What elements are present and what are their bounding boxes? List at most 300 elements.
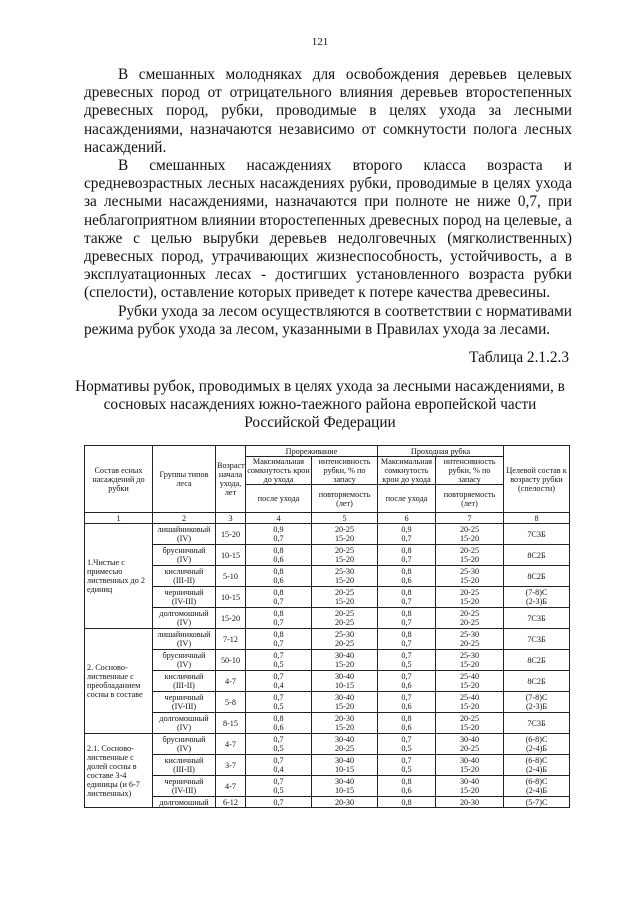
start-age-cell: 10-15 bbox=[216, 587, 246, 608]
density-cell bbox=[246, 650, 312, 671]
forest-type-cell bbox=[153, 776, 216, 797]
density-2-cell-line: 0,8 bbox=[401, 588, 412, 597]
header-max-density: Максимальная сомкнутость крон до ухода bbox=[247, 457, 310, 484]
forest-type-cell bbox=[153, 671, 216, 692]
intensity-2-cell-line: 20-25 bbox=[459, 588, 480, 597]
density-cell-line: 0,7 bbox=[273, 777, 284, 786]
density-2-cell-line: 0,8 bbox=[401, 630, 412, 639]
intensity-2-cell bbox=[436, 755, 504, 776]
group-label: 1.Чистые с примесью лиственных до 2 единиц bbox=[85, 524, 153, 629]
density-2-cell bbox=[378, 545, 436, 566]
intensity-cell-line: 20-25 bbox=[334, 744, 355, 753]
forest-type-cell-line: брусничный bbox=[162, 546, 206, 555]
forest-type-cell-line: (IV-III) bbox=[171, 786, 197, 795]
density-2-cell-line: 0,7 bbox=[401, 756, 412, 765]
density-2-cell-line: 0,8 bbox=[401, 797, 412, 807]
intensity-2-cell bbox=[436, 608, 504, 629]
paragraph-3: Рубки ухода за лесом осуществляются в соответствии с нормативами режима рубок ухода за лесом, указанными в Правилах ухода за лесами. bbox=[84, 302, 572, 338]
header-repeat: повторяемость (лет) bbox=[312, 485, 378, 513]
intensity-cell bbox=[312, 587, 378, 608]
intensity-2-cell-line: 15-20 bbox=[459, 702, 480, 711]
start-age-cell: 3-7 bbox=[216, 755, 246, 776]
forest-type-cell-line: (IV) bbox=[176, 723, 192, 732]
density-cell bbox=[246, 692, 312, 713]
col-num-6: 6 bbox=[378, 513, 436, 524]
forest-type-cell-line: кисличный bbox=[164, 756, 204, 765]
intensity-cell bbox=[312, 608, 378, 629]
header-max-density-2: Максимальная сомкнутость крон до ухода bbox=[378, 457, 436, 485]
table-row bbox=[85, 734, 570, 755]
intensity-cell bbox=[312, 755, 378, 776]
intensity-cell-line: 30-40 bbox=[334, 693, 355, 702]
col-num-8: 8 bbox=[504, 513, 570, 524]
density-cell bbox=[246, 566, 312, 587]
intensity-2-cell-line: 30-40 bbox=[459, 756, 480, 765]
forest-type-cell-line: кисличный bbox=[164, 567, 204, 576]
header-intensity-2: интенсивность рубки, % по запасу bbox=[436, 457, 504, 485]
table-label: Таблица 2.1.2.3 bbox=[469, 349, 569, 366]
intensity-cell-line: 30-40 bbox=[334, 651, 355, 660]
density-cell-line: 0,8 bbox=[273, 630, 284, 639]
intensity-2-cell bbox=[436, 713, 504, 734]
start-age-cell: 15-20 bbox=[216, 524, 246, 545]
table-row bbox=[85, 566, 570, 587]
density-2-cell-line: 0,7 bbox=[401, 639, 412, 648]
intensity-cell-line: 15-20 bbox=[334, 702, 355, 711]
density-cell-line: 0,6 bbox=[273, 555, 284, 564]
target-composition-cell-line: 8С2Б bbox=[527, 655, 546, 665]
density-cell bbox=[246, 713, 312, 734]
intensity-cell-line: 25-30 bbox=[334, 567, 355, 576]
density-cell-line: 0,8 bbox=[273, 546, 284, 555]
intensity-cell-line: 20-30 bbox=[334, 797, 355, 807]
target-composition-cell-line: 8С2Б bbox=[527, 676, 546, 686]
intensity-cell-line: 15-20 bbox=[334, 723, 355, 732]
target-composition-cell-line: (2-3)Б bbox=[525, 597, 548, 606]
forest-type-cell bbox=[153, 587, 216, 608]
density-2-cell-line: 0,8 bbox=[401, 546, 412, 555]
intensity-2-cell-line: 30-40 bbox=[459, 777, 480, 786]
forest-type-cell-line: лишайниковый bbox=[157, 630, 211, 639]
col-num-2: 2 bbox=[153, 513, 216, 524]
start-age-cell: 6-12 bbox=[216, 797, 246, 808]
forest-type-cell bbox=[153, 545, 216, 566]
target-composition-cell-line: 7С3Б bbox=[527, 613, 546, 623]
forest-type-cell-line: (III-II) bbox=[173, 765, 195, 774]
forest-type-cell-line: (IV) bbox=[176, 639, 192, 648]
density-2-cell-line: 0,6 bbox=[401, 723, 412, 732]
target-composition-cell-line: (2-3)Б bbox=[525, 702, 548, 711]
forest-type-cell-line: (IV) bbox=[176, 744, 192, 753]
density-2-cell bbox=[378, 776, 436, 797]
target-composition-cell bbox=[504, 545, 570, 566]
intensity-cell-line: 25-30 bbox=[334, 630, 355, 639]
intensity-cell bbox=[312, 692, 378, 713]
forest-type-cell bbox=[153, 755, 216, 776]
density-2-cell-line: 0,8 bbox=[401, 714, 412, 723]
intensity-cell-line: 15-20 bbox=[334, 534, 355, 543]
col-num-4: 4 bbox=[246, 513, 312, 524]
intensity-cell bbox=[312, 776, 378, 797]
target-composition-cell bbox=[504, 587, 570, 608]
intensity-cell-line: 20-25 bbox=[334, 546, 355, 555]
intensity-2-cell-line: 20-25 bbox=[459, 639, 480, 648]
intensity-cell-line: 10-15 bbox=[334, 765, 355, 774]
density-cell-line: 0,7 bbox=[273, 651, 284, 660]
intensity-2-cell bbox=[436, 734, 504, 755]
target-composition-cell bbox=[504, 797, 570, 808]
header-passage-cutting: Проходная рубка bbox=[378, 446, 504, 457]
intensity-cell-line: 20-25 bbox=[334, 588, 355, 597]
table-row bbox=[85, 671, 570, 692]
density-2-cell-line: 0,5 bbox=[401, 765, 412, 774]
intensity-2-cell-line: 15-20 bbox=[459, 681, 480, 690]
forest-type-cell-line: долгомошный bbox=[159, 797, 209, 807]
col-num-3: 3 bbox=[216, 513, 246, 524]
forest-type-cell-line: брусничный bbox=[162, 651, 206, 660]
density-cell-line: 0,5 bbox=[273, 660, 284, 669]
table-row bbox=[85, 545, 570, 566]
forest-type-cell-line: (IV) bbox=[176, 660, 192, 669]
density-cell-line: 0,8 bbox=[273, 609, 284, 618]
intensity-2-cell bbox=[436, 524, 504, 545]
forest-type-cell-line: (IV) bbox=[176, 555, 192, 564]
target-composition-cell-line: (7-8)С bbox=[525, 588, 548, 597]
intensity-2-cell-line: 15-20 bbox=[459, 555, 480, 564]
col-num-5: 5 bbox=[312, 513, 378, 524]
target-composition-cell bbox=[504, 776, 570, 797]
density-cell bbox=[246, 671, 312, 692]
density-cell bbox=[246, 797, 312, 808]
intensity-2-cell bbox=[436, 797, 504, 808]
forest-type-cell bbox=[153, 650, 216, 671]
density-cell-line: 0,7 bbox=[273, 534, 284, 543]
group-label: 2. Сосново-лиственные с преобладанием сосны в составе bbox=[85, 629, 153, 734]
target-composition-cell-line: (2-4)Б bbox=[525, 765, 548, 774]
target-composition-cell bbox=[504, 755, 570, 776]
forest-type-cell-line: (IV) bbox=[176, 534, 192, 543]
density-2-cell-line: 0,7 bbox=[401, 651, 412, 660]
intensity-2-cell-line: 15-20 bbox=[459, 723, 480, 732]
intensity-2-cell-line: 25-40 bbox=[459, 693, 480, 702]
body-text bbox=[84, 66, 572, 339]
intensity-cell-line: 15-20 bbox=[334, 597, 355, 606]
forest-type-cell bbox=[153, 524, 216, 545]
intensity-2-cell bbox=[436, 671, 504, 692]
forest-type-cell-line: черничный bbox=[164, 777, 204, 786]
intensity-2-cell-line: 20-30 bbox=[459, 797, 480, 807]
density-2-cell-line: 0,8 bbox=[401, 609, 412, 618]
intensity-2-cell bbox=[436, 776, 504, 797]
forest-type-cell-line: кисличный bbox=[164, 672, 204, 681]
intensity-2-cell-line: 15-20 bbox=[459, 786, 480, 795]
density-2-cell-line: 0,8 bbox=[401, 777, 412, 786]
target-composition-cell-line: 8С2Б bbox=[527, 571, 546, 581]
density-2-cell-line: 0,7 bbox=[401, 672, 412, 681]
paragraph-1: В смешанных молодняках для освобождения деревьев целевых древесных пород от отрицательного влияния деревьев второстепенных древесных пород, рубки, проводимые в целях ухода за лесными насаждениями, назначаются независимо от сомкнутости полога лесных насаждений. bbox=[84, 66, 572, 156]
forest-type-cell bbox=[153, 713, 216, 734]
target-composition-cell-line: (2-4)Б bbox=[525, 744, 548, 753]
target-composition-cell bbox=[504, 734, 570, 755]
intensity-cell bbox=[312, 734, 378, 755]
intensity-cell-line: 10-15 bbox=[334, 786, 355, 795]
page-number: 121 bbox=[311, 36, 329, 48]
intensity-cell bbox=[312, 797, 378, 808]
target-composition-cell-line: (6-8)С bbox=[525, 756, 548, 765]
table-row bbox=[85, 524, 570, 545]
col-num-7: 7 bbox=[436, 513, 504, 524]
density-2-cell bbox=[378, 713, 436, 734]
target-composition-cell bbox=[504, 566, 570, 587]
density-cell bbox=[246, 755, 312, 776]
density-cell-line: 0,8 bbox=[273, 588, 284, 597]
density-2-cell bbox=[378, 629, 436, 650]
table-header bbox=[85, 446, 570, 524]
forest-type-cell bbox=[153, 797, 216, 808]
target-composition-cell-line: (6-8)С bbox=[525, 777, 548, 786]
density-cell-line: 0,9 bbox=[273, 525, 284, 534]
col-num-1: 1 bbox=[85, 513, 153, 524]
target-composition-cell-line: (6-8)С bbox=[525, 735, 548, 744]
intensity-2-cell-line: 20-25 bbox=[459, 546, 480, 555]
target-composition-cell bbox=[504, 629, 570, 650]
target-composition-cell-line: (7-8)С bbox=[525, 693, 548, 702]
intensity-cell-line: 30-40 bbox=[334, 672, 355, 681]
table-row bbox=[85, 755, 570, 776]
forest-type-cell bbox=[153, 608, 216, 629]
intensity-2-cell-line: 25-30 bbox=[459, 630, 480, 639]
intensity-2-cell-line: 25-30 bbox=[459, 651, 480, 660]
start-age-cell: 7-12 bbox=[216, 629, 246, 650]
start-age-cell: 4-7 bbox=[216, 734, 246, 755]
intensity-cell-line: 20-30 bbox=[334, 714, 355, 723]
intensity-2-cell bbox=[436, 650, 504, 671]
intensity-2-cell bbox=[436, 692, 504, 713]
density-2-cell bbox=[378, 608, 436, 629]
intensity-cell bbox=[312, 671, 378, 692]
header-forest-type: Группы типов леса bbox=[153, 446, 216, 513]
forest-type-cell-line: черничный bbox=[164, 588, 204, 597]
density-2-cell bbox=[378, 734, 436, 755]
target-composition-cell bbox=[504, 524, 570, 545]
density-2-cell-line: 0,6 bbox=[401, 702, 412, 711]
intensity-2-cell-line: 20-25 bbox=[459, 609, 480, 618]
density-cell-line: 0,7 bbox=[273, 597, 284, 606]
table-row bbox=[85, 797, 570, 808]
intensity-cell-line: 20-25 bbox=[334, 639, 355, 648]
forest-type-cell-line: лишайниковый bbox=[157, 525, 211, 534]
header-intensity: интенсивность рубки, % по запасу bbox=[312, 457, 378, 485]
density-cell-line: 0,7 bbox=[273, 756, 284, 765]
density-cell-line: 0,7 bbox=[273, 797, 284, 807]
forest-type-cell-line: (III-II) bbox=[173, 681, 195, 690]
target-composition-cell-line: (2-4)Б bbox=[525, 786, 548, 795]
start-age-cell: 5-10 bbox=[216, 566, 246, 587]
density-2-cell bbox=[378, 797, 436, 808]
start-age-cell: 4-7 bbox=[216, 671, 246, 692]
density-cell-line: 0,4 bbox=[273, 681, 284, 690]
density-2-cell-line: 0,6 bbox=[401, 786, 412, 795]
header-repeat-2: повторяемость (лет) bbox=[436, 485, 504, 513]
target-composition-cell-line: 7С3Б bbox=[527, 529, 546, 539]
forest-type-cell bbox=[153, 629, 216, 650]
header-after-care-2: после ухода bbox=[378, 485, 436, 513]
intensity-cell-line: 30-40 bbox=[334, 777, 355, 786]
table-row bbox=[85, 608, 570, 629]
intensity-cell bbox=[312, 524, 378, 545]
density-cell-line: 0,5 bbox=[273, 744, 284, 753]
intensity-2-cell-line: 20-25 bbox=[459, 744, 480, 753]
intensity-cell-line: 20-25 bbox=[334, 525, 355, 534]
target-composition-cell bbox=[504, 650, 570, 671]
header-start-age: Возраст начала ухода, лет bbox=[216, 446, 246, 513]
density-cell-line: 0,7 bbox=[273, 693, 284, 702]
density-cell-line: 0,5 bbox=[273, 702, 284, 711]
target-composition-cell-line: 7С3Б bbox=[527, 634, 546, 644]
intensity-cell bbox=[312, 629, 378, 650]
intensity-2-cell-line: 15-20 bbox=[459, 534, 480, 543]
density-2-cell bbox=[378, 587, 436, 608]
density-2-cell-line: 0,5 bbox=[401, 660, 412, 669]
density-cell-line: 0,8 bbox=[273, 567, 284, 576]
forest-type-cell-line: (IV-III) bbox=[171, 702, 197, 711]
intensity-cell-line: 30-40 bbox=[334, 756, 355, 765]
start-age-cell: 15-20 bbox=[216, 608, 246, 629]
start-age-cell: 4-7 bbox=[216, 776, 246, 797]
intensity-2-cell-line: 25-30 bbox=[459, 567, 480, 576]
density-cell-line: 0,7 bbox=[273, 618, 284, 627]
intensity-cell bbox=[312, 713, 378, 734]
intensity-2-cell-line: 20-25 bbox=[459, 618, 480, 627]
density-2-cell-line: 0,7 bbox=[401, 555, 412, 564]
forest-type-cell bbox=[153, 566, 216, 587]
intensity-cell-line: 15-20 bbox=[334, 555, 355, 564]
density-cell bbox=[246, 734, 312, 755]
start-age-cell: 5-8 bbox=[216, 692, 246, 713]
intensity-cell bbox=[312, 566, 378, 587]
table-row bbox=[85, 629, 570, 650]
density-2-cell-line: 0,6 bbox=[401, 681, 412, 690]
forest-type-cell-line: (IV-III) bbox=[171, 597, 197, 606]
density-2-cell-line: 0,5 bbox=[401, 744, 412, 753]
intensity-cell bbox=[312, 650, 378, 671]
header-after-care: после ухода bbox=[246, 485, 312, 513]
intensity-cell-line: 30-40 bbox=[334, 735, 355, 744]
forest-type-cell-line: долгомошный bbox=[159, 609, 209, 618]
density-cell-line: 0,6 bbox=[273, 576, 284, 585]
table-row bbox=[85, 650, 570, 671]
density-2-cell bbox=[378, 524, 436, 545]
start-age-cell: 10-15 bbox=[216, 545, 246, 566]
target-composition-cell-line: 7С3Б bbox=[527, 718, 546, 728]
start-age-cell: 50-10 bbox=[216, 650, 246, 671]
density-2-cell bbox=[378, 692, 436, 713]
target-composition-cell bbox=[504, 713, 570, 734]
intensity-2-cell-line: 25-40 bbox=[459, 672, 480, 681]
density-2-cell-line: 0,6 bbox=[401, 576, 412, 585]
table-row bbox=[85, 713, 570, 734]
intensity-cell-line: 15-20 bbox=[334, 660, 355, 669]
density-cell bbox=[246, 587, 312, 608]
intensity-cell bbox=[312, 545, 378, 566]
density-cell-line: 0,8 bbox=[273, 714, 284, 723]
density-2-cell-line: 0,7 bbox=[401, 597, 412, 606]
table-title: Нормативы рубок, проводимых в целях ухода за лесными насаждениями, в сосновых насаждениях южно-таежного района европейской части Российской Федерации bbox=[75, 378, 565, 431]
forest-type-cell-line: долгомошный bbox=[159, 714, 209, 723]
density-cell-line: 0,5 bbox=[273, 786, 284, 795]
forest-type-cell-line: (IV) bbox=[176, 618, 192, 627]
paragraph-2: В смешанных насаждениях второго класса возраста и средневозрастных лесных насаждениях рубки, проводимые в целях ухода за лесными насаждениями, назначаются при полноте не ниже 0,7, при неблагоприятном влиянии второстепенных древесных пород на целевые, а также с целью вырубки деревьев недолговечных (мягколиственных) древесных пород, утрачивающих жизнеспособность, устойчивость, а в эксплуатационных лесах - достигших установленного возраста рубки (спелости), оставление которых приведет к потере качества древесины. bbox=[84, 157, 572, 302]
intensity-cell-line: 20-25 bbox=[334, 609, 355, 618]
density-cell bbox=[246, 545, 312, 566]
density-2-cell bbox=[378, 755, 436, 776]
intensity-2-cell bbox=[436, 587, 504, 608]
intensity-2-cell-line: 15-20 bbox=[459, 576, 480, 585]
forest-type-cell-line: (III-II) bbox=[173, 576, 195, 585]
target-composition-cell bbox=[504, 608, 570, 629]
intensity-2-cell-line: 15-20 bbox=[459, 660, 480, 669]
forest-type-cell-line: черничный bbox=[164, 693, 204, 702]
forest-type-cell bbox=[153, 734, 216, 755]
intensity-2-cell-line: 15-20 bbox=[459, 765, 480, 774]
density-2-cell-line: 0,7 bbox=[401, 735, 412, 744]
density-2-cell-line: 0,9 bbox=[401, 525, 412, 534]
density-2-cell bbox=[378, 566, 436, 587]
target-composition-cell bbox=[504, 692, 570, 713]
table-row bbox=[85, 776, 570, 797]
intensity-2-cell bbox=[436, 629, 504, 650]
intensity-cell-line: 15-20 bbox=[334, 576, 355, 585]
density-cell-line: 0,4 bbox=[273, 765, 284, 774]
density-cell-line: 0,7 bbox=[273, 639, 284, 648]
intensity-cell-line: 20-25 bbox=[334, 618, 355, 627]
density-cell bbox=[246, 629, 312, 650]
density-cell-line: 0,7 bbox=[273, 672, 284, 681]
forest-type-cell-line: брусничный bbox=[162, 735, 206, 744]
density-2-cell-line: 0,7 bbox=[401, 534, 412, 543]
density-2-cell-line: 0,7 bbox=[401, 618, 412, 627]
density-2-cell bbox=[378, 650, 436, 671]
start-age-cell: 8-15 bbox=[216, 713, 246, 734]
target-composition-cell-line: 8С2Б bbox=[527, 550, 546, 560]
table-row bbox=[85, 587, 570, 608]
intensity-cell-line: 10-15 bbox=[334, 681, 355, 690]
density-cell-line: 0,6 bbox=[273, 723, 284, 732]
density-cell bbox=[246, 524, 312, 545]
header-thinning: Прореживание bbox=[246, 446, 378, 457]
norms-table bbox=[84, 445, 570, 808]
density-2-cell bbox=[378, 671, 436, 692]
table-row bbox=[85, 692, 570, 713]
intensity-2-cell-line: 20-25 bbox=[459, 714, 480, 723]
group-label: 2.1. Сосново-лиственные с долей сосны в составе 3-4 единицы (и 6-7 лиственных) bbox=[85, 734, 153, 808]
header-composition: Состав есных насаждений до рубки bbox=[85, 446, 153, 513]
target-composition-cell-line: (5-7)С bbox=[525, 797, 548, 807]
table-body bbox=[85, 524, 570, 808]
target-composition-cell bbox=[504, 671, 570, 692]
intensity-2-cell-line: 20-25 bbox=[459, 525, 480, 534]
intensity-2-cell bbox=[436, 566, 504, 587]
density-cell bbox=[246, 608, 312, 629]
intensity-2-cell-line: 30-40 bbox=[459, 735, 480, 744]
header-target-composition: Целевой состав к возрасту рубки (спелости) bbox=[504, 446, 570, 513]
density-2-cell-line: 0,7 bbox=[401, 693, 412, 702]
intensity-2-cell bbox=[436, 545, 504, 566]
intensity-2-cell-line: 15-20 bbox=[459, 597, 480, 606]
density-2-cell-line: 0,8 bbox=[401, 567, 412, 576]
density-cell bbox=[246, 776, 312, 797]
forest-type-cell bbox=[153, 692, 216, 713]
